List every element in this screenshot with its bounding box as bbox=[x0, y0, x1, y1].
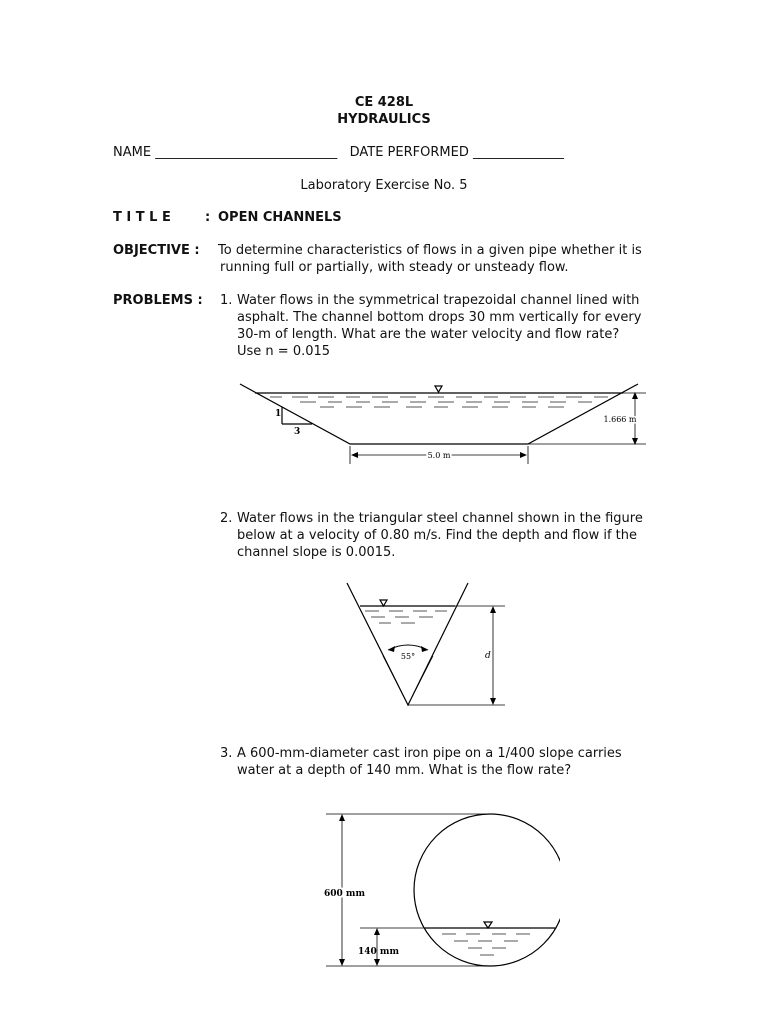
problems-label: PROBLEMS : bbox=[113, 293, 203, 308]
problem-1-number: 1. bbox=[220, 293, 233, 308]
date-label: DATE PERFORMED bbox=[349, 145, 469, 160]
problem-2-line: channel slope is 0.0015. bbox=[237, 545, 396, 560]
problem-3-line: A 600-mm-diameter cast iron pipe on a 1/400 slope carries bbox=[237, 746, 622, 761]
name-label: NAME bbox=[113, 145, 152, 160]
depth-d-label: d bbox=[485, 651, 491, 661]
name-line bbox=[113, 144, 564, 161]
date-blank[interactable]: ______________ bbox=[472, 145, 564, 160]
course-code: CE 428L bbox=[354, 95, 414, 110]
objective-line: running full or partially, with steady or unsteady flow. bbox=[220, 260, 569, 275]
trapezoidal-channel-figure bbox=[230, 372, 660, 472]
problem-1-line: Water flows in the symmetrical trapezoidal channel lined with bbox=[237, 293, 640, 308]
exercise-number: Laboratory Exercise No. 5 bbox=[300, 178, 468, 193]
bottom-width-label: 5.0 m bbox=[427, 451, 451, 460]
problem-2-line: Water flows in the triangular steel channel shown in the figure bbox=[237, 511, 643, 526]
title-value: OPEN CHANNELS bbox=[218, 210, 342, 225]
problem-3-line: water at a depth of 140 mm. What is the flow rate? bbox=[237, 763, 572, 778]
water-depth-label: 140 mm bbox=[358, 947, 399, 957]
course-subject: HYDRAULICS bbox=[337, 112, 431, 127]
problem-2-number: 2. bbox=[220, 511, 233, 526]
slope-horizontal-label: 3 bbox=[294, 427, 301, 437]
slope-vertical-label: 1 bbox=[275, 409, 282, 419]
title-label: T I T L E bbox=[113, 210, 171, 225]
problem-1-line: Use n = 0.015 bbox=[237, 344, 331, 359]
circular-pipe-figure bbox=[320, 810, 560, 975]
problem-2-line: below at a velocity of 0.80 m/s. Find the depth and flow if the bbox=[237, 528, 637, 543]
angle-label: 55° bbox=[400, 652, 416, 661]
depth-label: 1.666 m bbox=[603, 415, 637, 424]
objective-label: OBJECTIVE : bbox=[113, 243, 200, 258]
problem-3-number: 3. bbox=[220, 746, 233, 761]
problem-1-line: asphalt. The channel bottom drops 30 mm vertically for every bbox=[237, 310, 642, 325]
diameter-label: 600 mm bbox=[324, 889, 365, 899]
objective-line: To determine characteristics of flows in a given pipe whether it is bbox=[218, 243, 642, 258]
problem-1-line: 30-m of length. What are the water velocity and flow rate? bbox=[237, 327, 620, 342]
triangular-channel-figure bbox=[335, 578, 515, 713]
title-colon: : bbox=[205, 210, 211, 225]
name-blank[interactable]: ____________________________ bbox=[155, 145, 338, 160]
